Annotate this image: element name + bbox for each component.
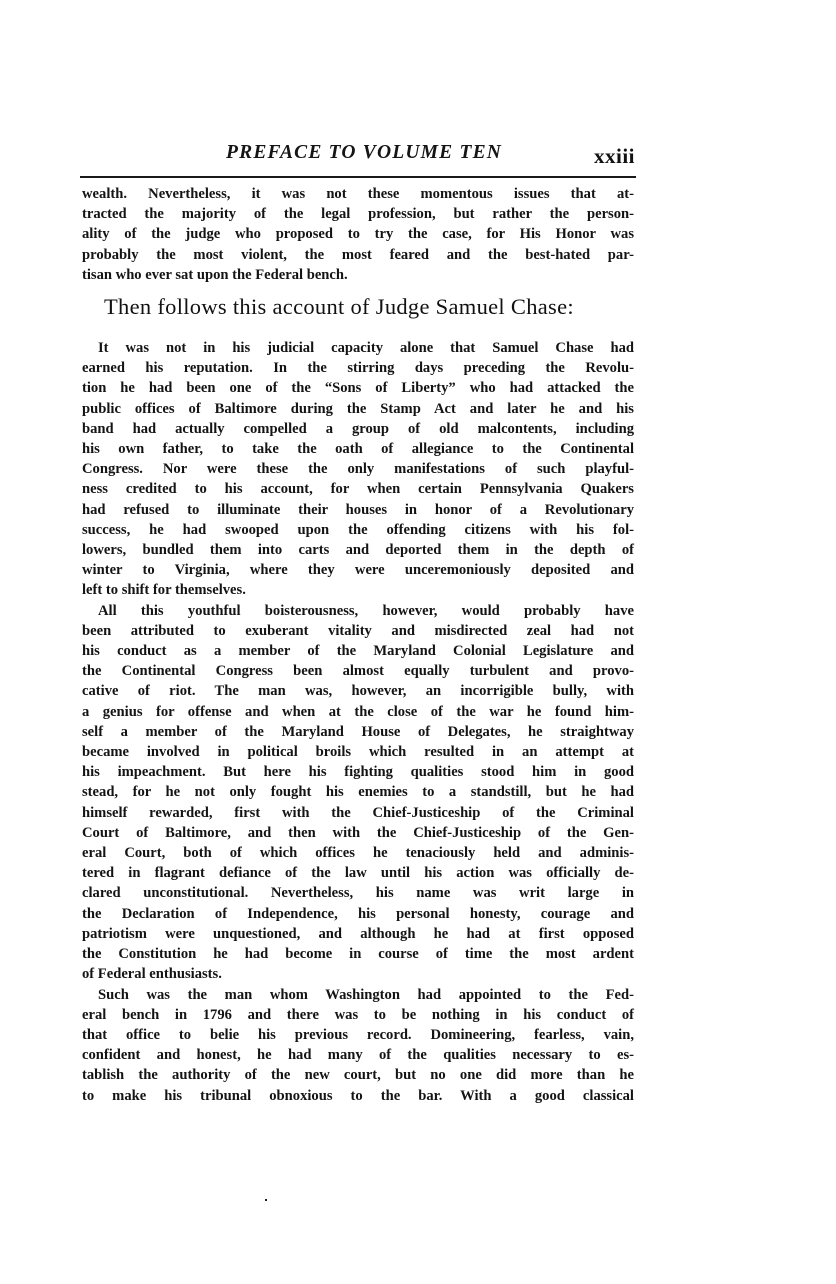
text-line: been attributed to exuberant vitality and misdirected zeal had not <box>82 622 634 639</box>
text-line: became involved in political broils which resulted in an attempt at <box>82 744 634 761</box>
intro-heading: Then follows this account of Judge Samuel Chase: <box>104 294 574 319</box>
running-head-title: PREFACE TO VOLUME TEN <box>226 142 503 163</box>
text-line: band had actually compelled a group of old malcontents, including <box>82 420 634 437</box>
quoted-paragraph-1 <box>82 338 634 601</box>
text-line: had refused to illuminate their houses in honor of a Revolutionary <box>82 501 634 518</box>
text-line: tisan who ever sat upon the Federal bench. <box>82 266 348 283</box>
text-line: stead, for he not only fought his enemies to a standstill, but he had <box>82 784 634 801</box>
text-line: a genius for offense and when at the close of the war he found him- <box>82 703 634 720</box>
quoted-passage <box>82 338 634 1106</box>
text-line: Court of Baltimore, and then with the Chief-Justiceship of the Gen- <box>82 824 634 841</box>
page-number: xxiii <box>593 144 635 168</box>
text-line: to make his tribunal obnoxious to the bar. With a good classical <box>82 1087 634 1104</box>
text-line: tablish the authority of the new court, but no one did more than he <box>82 1067 634 1084</box>
text-line: tracted the majority of the legal profession, but rather the person- <box>82 206 634 223</box>
text-line: eral bench in 1796 and there was to be nothing in his conduct of <box>82 1006 634 1023</box>
text-line: himself rewarded, first with the Chief-Justiceship of the Criminal <box>82 804 634 821</box>
text-line: public offices of Baltimore during the Stamp Act and later he and his <box>82 400 634 417</box>
text-line: lowers, bundled them into carts and deported them in the depth of <box>82 542 634 559</box>
text-line: cative of riot. The man was, however, an incorrigible bully, with <box>82 683 634 700</box>
text-line: tion he had been one of the “Sons of Liberty” who had attacked the <box>82 380 634 397</box>
text-line: winter to Virginia, where they were unceremoniously deposited and <box>82 562 634 579</box>
text-line: his own father, to take the oath of allegiance to the Continental <box>82 441 634 458</box>
text-line: success, he had swooped upon the offending citizens with his fol- <box>82 521 634 538</box>
text-line: tered in flagrant defiance of the law until his action was officially de- <box>82 865 634 882</box>
text-line: probably the most violent, the most feared and the best-hated par- <box>82 246 634 263</box>
opening-paragraph <box>82 184 634 285</box>
ink-speck <box>265 1199 267 1201</box>
text-line: ality of the judge who proposed to try the case, for His Honor was <box>82 226 634 243</box>
text-line: his conduct as a member of the Maryland Colonial Legislature and <box>82 643 634 660</box>
text-line: his impeachment. But here his fighting qualities stood him in good <box>82 764 634 781</box>
text-line: clared unconstitutional. Nevertheless, his name was writ large in <box>82 885 634 902</box>
header-rule <box>80 176 636 178</box>
text-line: patriotism were unquestioned, and although he had at first opposed <box>82 925 634 942</box>
text-line: It was not in his judicial capacity alone that Samuel Chase had <box>98 340 634 356</box>
text-line: eral Court, both of which offices he tenaciously held and adminis- <box>82 845 634 862</box>
text-line: self a member of the Maryland House of Delegates, he straightway <box>82 723 634 740</box>
text-line: the Continental Congress been almost equally turbulent and provo- <box>82 663 634 680</box>
text-line: Such was the man whom Washington had appointed to the Fed- <box>98 986 634 1003</box>
text-line: Congress. Nor were these the only manifestations of such playful- <box>82 461 634 478</box>
quoted-paragraph-2 <box>82 601 634 985</box>
text-line: the Declaration of Independence, his personal honesty, courage and <box>82 905 634 922</box>
text-line: the Constitution he had become in course of time the most ardent <box>82 946 634 963</box>
text-line: All this youthful boisterousness, however, would probably have <box>98 602 634 619</box>
text-line: that office to belie his previous record. Domineering, fearless, vain, <box>82 1026 634 1043</box>
text-line: ness credited to his account, for when certain Pennsylvania Quakers <box>82 481 634 498</box>
text-line: earned his reputation. In the stirring days preceding the Revolu- <box>82 360 634 377</box>
text-line: left to shift for themselves. <box>82 582 246 599</box>
text-line: confident and honest, he had many of the qualities necessary to es- <box>82 1047 634 1064</box>
text-line: of Federal enthusiasts. <box>82 966 222 983</box>
quoted-paragraph-3 <box>82 985 634 1106</box>
text-line: wealth. Nevertheless, it was not these momentous issues that at- <box>82 186 634 202</box>
running-head <box>80 142 635 172</box>
